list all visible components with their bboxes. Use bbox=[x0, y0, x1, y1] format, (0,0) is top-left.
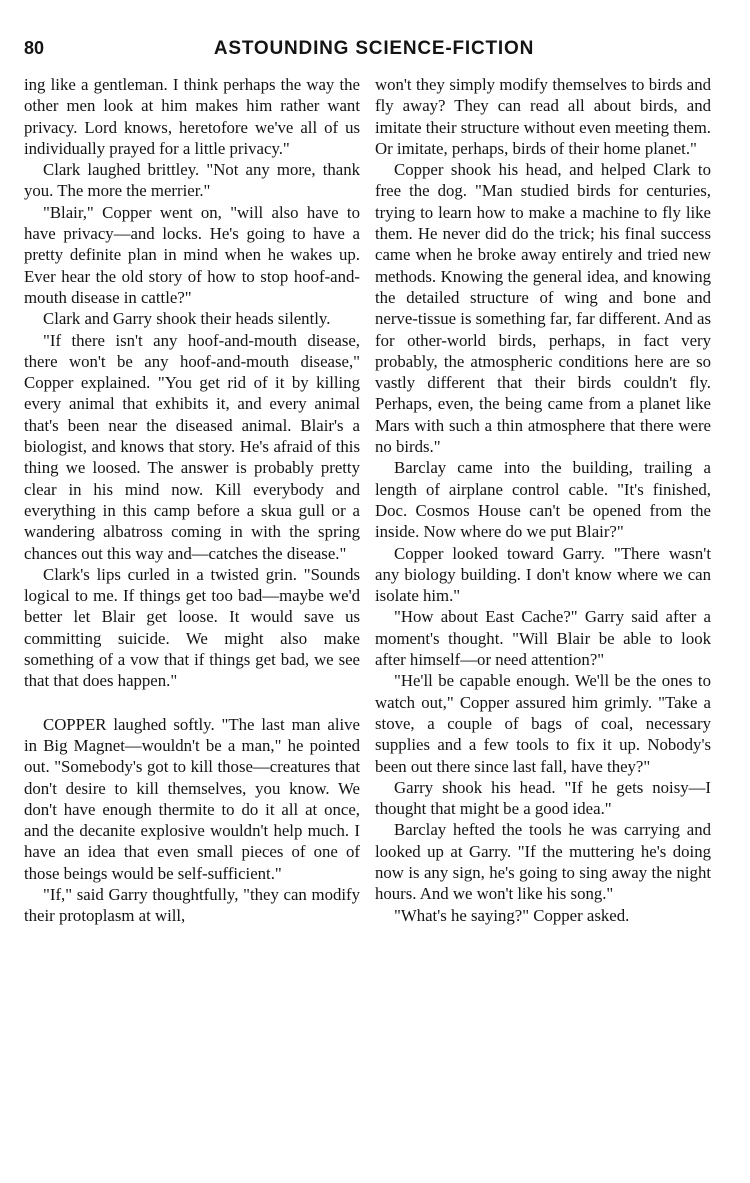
page-header bbox=[24, 38, 724, 64]
paragraph: won't they simply modify themselves to birds and fly away? They can read all about birds, and imitate their structure without even meeting them. Or imitate, perhaps, birds of their home planet." bbox=[375, 75, 711, 158]
paragraph: "He'll be capable enough. We'll be the ones to watch out," Copper assured him grimly. "Take a stove, a couple of bags of coal, necessary supplies and a few tools to fix it up. Nobody's been out there since last fall, have they?" bbox=[375, 671, 711, 776]
right-column bbox=[375, 74, 711, 926]
paragraph: Copper shook his head, and helped Clark to free the dog. "Man studied birds for centuries, trying to learn how to make a machine to fly like them. He never did do the trick; his final success came when he broke away entirely and tried new methods. Knowing the general idea, and knowing the detailed structure of wing and bone and nerve-tissue is something far, far different. And as for other-world birds, perhaps, in fact very probably, the atmospheric conditions here are so vastly different that their birds couldn't fly. Perhaps, even, the being came from a planet like Mars with such a thin atmosphere that there were no birds." bbox=[375, 160, 711, 457]
paragraph: "What's he saying?" Copper asked. bbox=[394, 905, 630, 925]
paragraph: Clark and Garry shook their heads silently. bbox=[43, 309, 331, 329]
paragraph: "Blair," Copper went on, "will also have to have privacy—and locks. He's going to have a pretty definite plan in mind when he wakes up. Ever hear the old story of how to stop hoof-and-mouth disease in cattle?" bbox=[24, 202, 360, 307]
paragraph: COPPER laughed softly. "The last man alive in Big Magnet—wouldn't be a man," he pointed out. "Somebody's got to kill those—creatures that don't desire to kill themselves, you know. We don't have enough thermite to do it all at once, and the decanite explosive wouldn't help much. I have an idea that even small pieces of one of those beings would be self-sufficient." bbox=[24, 714, 360, 883]
paragraph: "If," said Garry thoughtfully, "they can modify their protoplasm at will, bbox=[24, 884, 360, 926]
paragraph: "If there isn't any hoof-and-mouth disease, there won't be any hoof-and-mouth disease," Copper explained. "You get rid of it by killing every animal that exhibits it, and every animal that's been near the diseased animal. Blair's a biologist, and knows that story. He's afraid of this thing we loosed. The answer is probably pretty clear in his mind now. Kill everybody and everything in this camp before a skua gull or a wandering albatross coming in with the spring chances out this way and—catches the disease." bbox=[24, 330, 360, 563]
running-title: ASTOUNDING SCIENCE-FICTION bbox=[213, 38, 535, 59]
paragraph: "How about East Cache?" Garry said after a moment's thought. "Will Blair be able to look after himself—or need attention?" bbox=[375, 607, 711, 670]
paragraph: Clark laughed brittley. "Not any more, thank you. The more the merrier." bbox=[24, 160, 360, 201]
paragraph: Clark's lips curled in a twisted grin. "Sounds logical to me. If things get too bad—maybe we'd better let Blair get loose. It would save us committing suicide. We might also make something of a vow that if things get bad, we see that that does happen." bbox=[24, 564, 360, 691]
paragraph: Barclay hefted the tools he was carrying and looked up at Garry. "If the muttering he's doing now is any sign, he's going to sing away the night hours. And we won't like his song." bbox=[375, 820, 711, 904]
left-column bbox=[24, 74, 360, 927]
paragraph: Garry shook his head. "If he gets noisy—I thought that might be a good idea." bbox=[375, 777, 711, 819]
paragraph: ing like a gentleman. I think perhaps the way the other men look at him makes him rather want privacy. Lord knows, heretofore we've all of us individually prayed for a little privacy." bbox=[24, 75, 360, 158]
page-number: 80 bbox=[24, 38, 45, 58]
paragraph: Barclay came into the building, trailing a length of airplane control cable. "It's finished, Doc. Cosmos House can't be opened from the inside. Now where do we put Blair?" bbox=[375, 458, 711, 542]
paragraph: Copper looked toward Garry. "There wasn't any biology building. I don't know where we can isolate him." bbox=[375, 543, 711, 606]
